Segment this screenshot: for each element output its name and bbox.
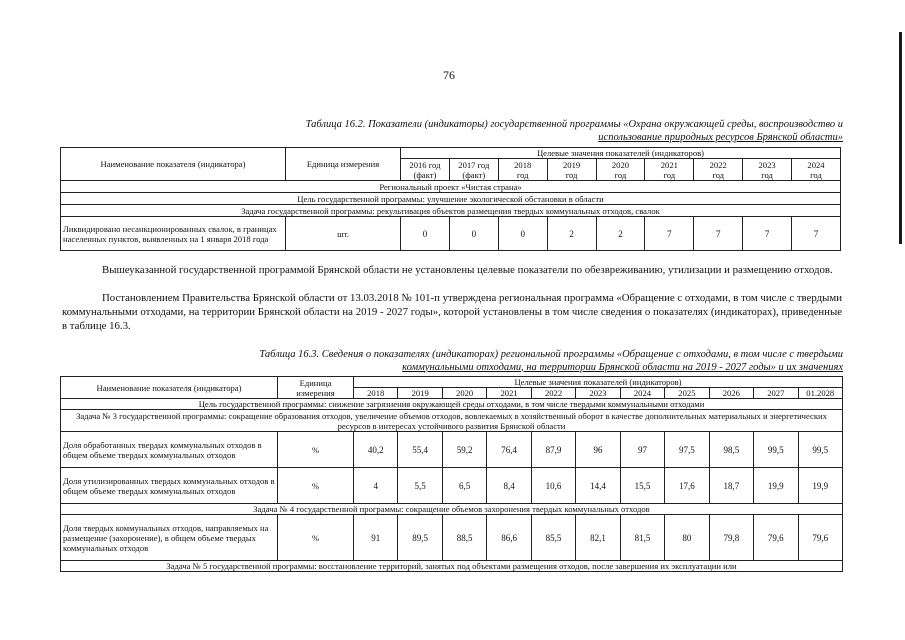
indicator-unit: %: [278, 468, 354, 504]
caption-line: Таблица 16.2. Показатели (индикаторы) государственной программы «Охрана окружающей среды, воспроизводство и: [305, 119, 843, 130]
year-label: 2020: [611, 159, 630, 170]
year-note: год: [761, 169, 773, 180]
section-task-5: Задача № 5 государственной программы: восстановление территорий, занятых под объектами размещения отходов, после завершения их эксплуатации или: [61, 561, 843, 572]
section-task-4: Задача № 4 государственной программы: сокращение объемов захоронения твердых коммунальных отходов: [61, 504, 843, 515]
header-year: [645, 159, 694, 181]
value-cell: 7: [694, 217, 743, 251]
header-unit: Единица измерения: [278, 377, 354, 399]
header-year: 01.2028: [798, 388, 842, 399]
table-16-2-caption: [143, 119, 843, 144]
header-year: [743, 159, 792, 181]
value-cell: 97,5: [665, 432, 709, 468]
year-note: (факт): [413, 169, 437, 180]
value-cell: 19,9: [754, 468, 798, 504]
value-cell: 98,5: [709, 432, 753, 468]
caption-line: Таблица 16.3. Сведения о показателях (индикаторах) региональной программы «Обращение с отходами, в том числе с твердыми: [259, 349, 843, 360]
value-cell: 8,4: [487, 468, 531, 504]
value-cell: 5,5: [398, 468, 442, 504]
year-label: 2016 год: [409, 159, 441, 170]
caption-line: коммунальными отходами, на территории Брянской области на 2019 - 2027 годы» и их значениях: [402, 361, 843, 373]
value-cell: 4: [354, 468, 398, 504]
value-cell: 55,4: [398, 432, 442, 468]
value-cell: 2: [547, 217, 596, 251]
header-year: 2019: [398, 388, 442, 399]
header-year: 2023: [576, 388, 620, 399]
header-year: 2018: [354, 388, 398, 399]
value-cell: 7: [792, 217, 841, 251]
year-label: 2023: [758, 159, 776, 170]
year-label: 2021: [660, 159, 678, 170]
section-program-goal: Цель государственной программы: снижение загрязнения окружающей среды отходами, в том числе твердыми коммунальными отходами: [61, 399, 843, 410]
header-year: 2021: [487, 388, 531, 399]
page-number: 76: [443, 68, 455, 82]
value-cell: 79,8: [709, 515, 753, 561]
caption-line: использование природных ресурсов Брянской области»: [598, 131, 843, 143]
header-year: [449, 159, 498, 181]
section-task-3: Задача № 3 государственной программы: сокращение образования отходов, увеличение объемов отходов, вовлекаемых в хозяйственный оборот в качестве дополнительных материальных и энергетических ресурсов в интересах устойчивого развития Брянской области: [61, 410, 843, 432]
table-16-3-caption: [83, 349, 843, 374]
section-program-goal: Цель государственной программы: улучшение экологической обстановки в области: [61, 193, 841, 205]
year-note: год: [810, 169, 822, 180]
year-note: (факт): [462, 169, 486, 180]
year-label: 2024: [807, 159, 825, 170]
table-row: [61, 217, 841, 251]
value-cell: 88,5: [442, 515, 486, 561]
value-cell: 0: [449, 217, 498, 251]
indicator-unit: шт.: [286, 217, 401, 251]
header-year: [498, 159, 547, 181]
value-cell: 99,5: [798, 432, 842, 468]
year-note: год: [712, 169, 725, 180]
header-year: 2022: [531, 388, 575, 399]
header-year: [694, 159, 743, 181]
value-cell: 40,2: [354, 432, 398, 468]
paragraph: Вышеуказанной государственной программой Брянской области не установлены целевые показатели по обезвреживанию, утилизации и размещению отходов.: [102, 264, 833, 276]
value-cell: 10,6: [531, 468, 575, 504]
table-row: [61, 468, 843, 504]
header-year: [596, 159, 645, 181]
table-16-3: [60, 376, 843, 572]
scan-edge-bar: [899, 32, 902, 244]
value-cell: 86,6: [487, 515, 531, 561]
value-cell: 81,5: [620, 515, 664, 561]
value-cell: 6,5: [442, 468, 486, 504]
value-cell: 96: [576, 432, 620, 468]
header-year: 2027: [754, 388, 798, 399]
paragraph: Постановлением Правительства Брянской области от 13.03.2018 № 101-п утверждена региональная программа «Обращение с отходами, в том числе с твердыми коммунальными отходами, на территории Брянской области на 2019 - 2027 годы», которой установлены в том числе сведения о показателях (индикаторах), приведенные в таблице 16.3.: [62, 292, 842, 332]
header-year: 2025: [665, 388, 709, 399]
indicator-name: Доля утилизированных твердых коммунальных отходов в общем объеме твердых коммунальных отходов: [61, 468, 278, 504]
header-indicator-name: Наименование показателя (индикатора): [61, 148, 286, 181]
indicator-name: Доля твердых коммунальных отходов, направляемых на размещение (захоронение), в общем объеме твердых коммунальных отходов: [61, 515, 278, 561]
value-cell: 19,9: [798, 468, 842, 504]
value-cell: 76,4: [487, 432, 531, 468]
header-year: [401, 159, 450, 181]
table-row: [61, 515, 843, 561]
year-label: 2017 год: [458, 159, 490, 170]
value-cell: 85,5: [531, 515, 575, 561]
header-year: [792, 159, 841, 181]
value-cell: 89,5: [398, 515, 442, 561]
header-year: 2020: [442, 388, 486, 399]
year-label: 2018: [514, 159, 532, 170]
value-cell: 7: [645, 217, 694, 251]
year-note: год: [565, 169, 578, 180]
value-cell: 97: [620, 432, 664, 468]
value-cell: 14,4: [576, 468, 620, 504]
value-cell: 59,2: [442, 432, 486, 468]
table-16-2: [60, 147, 841, 251]
value-cell: 17,6: [665, 468, 709, 504]
value-cell: 82,1: [576, 515, 620, 561]
value-cell: 7: [743, 217, 792, 251]
header-unit: Единица измерения: [286, 148, 401, 181]
header-indicator-name: Наименование показателя (индикатора): [61, 377, 278, 399]
value-cell: 79,6: [754, 515, 798, 561]
section-program-task: Задача государственной программы: рекультивация объектов размещения твердых коммунальных отходов, свалок: [61, 205, 841, 217]
value-cell: 0: [498, 217, 547, 251]
year-note: год: [614, 169, 627, 180]
table-row: [61, 432, 843, 468]
value-cell: 87,9: [531, 432, 575, 468]
header-year: 2026: [709, 388, 753, 399]
value-cell: 99,5: [754, 432, 798, 468]
indicator-unit: %: [278, 515, 354, 561]
value-cell: 18,7: [709, 468, 753, 504]
year-note: год: [516, 169, 529, 180]
indicator-name: Ликвидировано несанкционированных свалок, в границах населенных пунктов, выявленных на 1 января 2018 года: [61, 217, 286, 251]
section-regional-project: Региональный проект «Чистая страна»: [61, 181, 841, 193]
value-cell: 80: [665, 515, 709, 561]
value-cell: 2: [596, 217, 645, 251]
value-cell: 79,6: [798, 515, 842, 561]
value-cell: 91: [354, 515, 398, 561]
value-cell: 15,5: [620, 468, 664, 504]
indicator-name: Доля обработанных твердых коммунальных отходов в общем объеме твердых коммунальных отходов: [61, 432, 278, 468]
year-label: 2022: [709, 159, 727, 170]
year-label: 2019: [562, 159, 581, 170]
indicator-unit: %: [278, 432, 354, 468]
header-target-values: Целевые значения показателей (индикаторов): [354, 377, 843, 388]
value-cell: 0: [401, 217, 450, 251]
header-year: [547, 159, 596, 181]
header-year: 2024: [620, 388, 664, 399]
year-note: год: [663, 169, 676, 180]
header-target-values: Целевые значения показателей (индикаторов): [401, 148, 841, 159]
